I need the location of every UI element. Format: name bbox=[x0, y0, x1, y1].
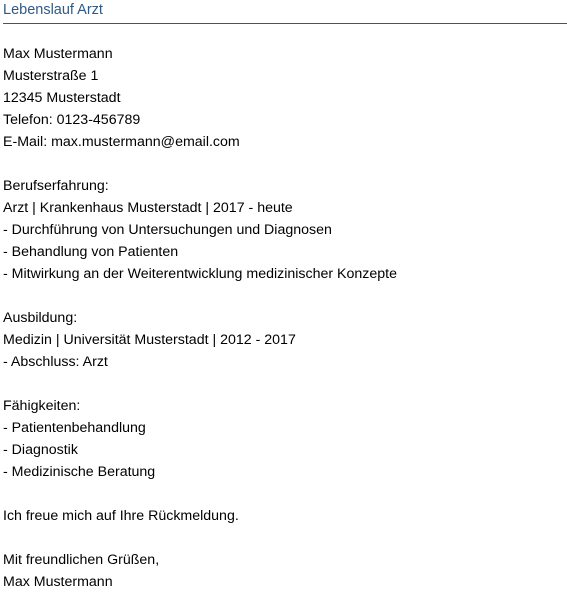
spacer bbox=[3, 285, 567, 307]
document-body bbox=[3, 24, 567, 593]
skills-item: - Diagnostik bbox=[3, 442, 78, 458]
skills-heading: Fähigkeiten: bbox=[3, 398, 81, 414]
education-program: Medizin | Universität Musterstadt | 2012 - 2017 bbox=[3, 332, 296, 348]
experience-item: - Durchführung von Untersuchungen und Diagnosen bbox=[3, 222, 332, 238]
experience-item: - Mitwirkung an der Weiterentwicklung medizinischer Konzepte bbox=[3, 266, 398, 282]
document-title: Lebenslauf Arzt bbox=[3, 2, 103, 18]
spacer bbox=[3, 483, 567, 505]
title-bar bbox=[3, 0, 567, 24]
contact-email: E-Mail: max.mustermann@email.com bbox=[3, 134, 240, 150]
closing-signature: Max Mustermann bbox=[3, 574, 113, 590]
education-item: - Abschluss: Arzt bbox=[3, 354, 108, 370]
experience-heading: Berufserfahrung: bbox=[3, 178, 109, 194]
contact-city: 12345 Musterstadt bbox=[3, 90, 121, 106]
experience-item: - Behandlung von Patienten bbox=[3, 244, 179, 260]
spacer bbox=[3, 153, 567, 175]
education-heading: Ausbildung: bbox=[3, 310, 78, 326]
closing-greeting: Mit freundlichen Grüßen, bbox=[3, 552, 160, 568]
contact-phone: Telefon: 0123-456789 bbox=[3, 112, 141, 128]
experience-position: Arzt | Krankenhaus Musterstadt | 2017 - heute bbox=[3, 200, 293, 216]
contact-street: Musterstraße 1 bbox=[3, 68, 99, 84]
contact-name: Max Mustermann bbox=[3, 46, 113, 62]
closing-note: Ich freue mich auf Ihre Rückmeldung. bbox=[3, 508, 239, 524]
skills-item: - Patientenbehandlung bbox=[3, 420, 146, 436]
skills-item: - Medizinische Beratung bbox=[3, 464, 156, 480]
spacer bbox=[3, 527, 567, 549]
spacer bbox=[3, 373, 567, 395]
